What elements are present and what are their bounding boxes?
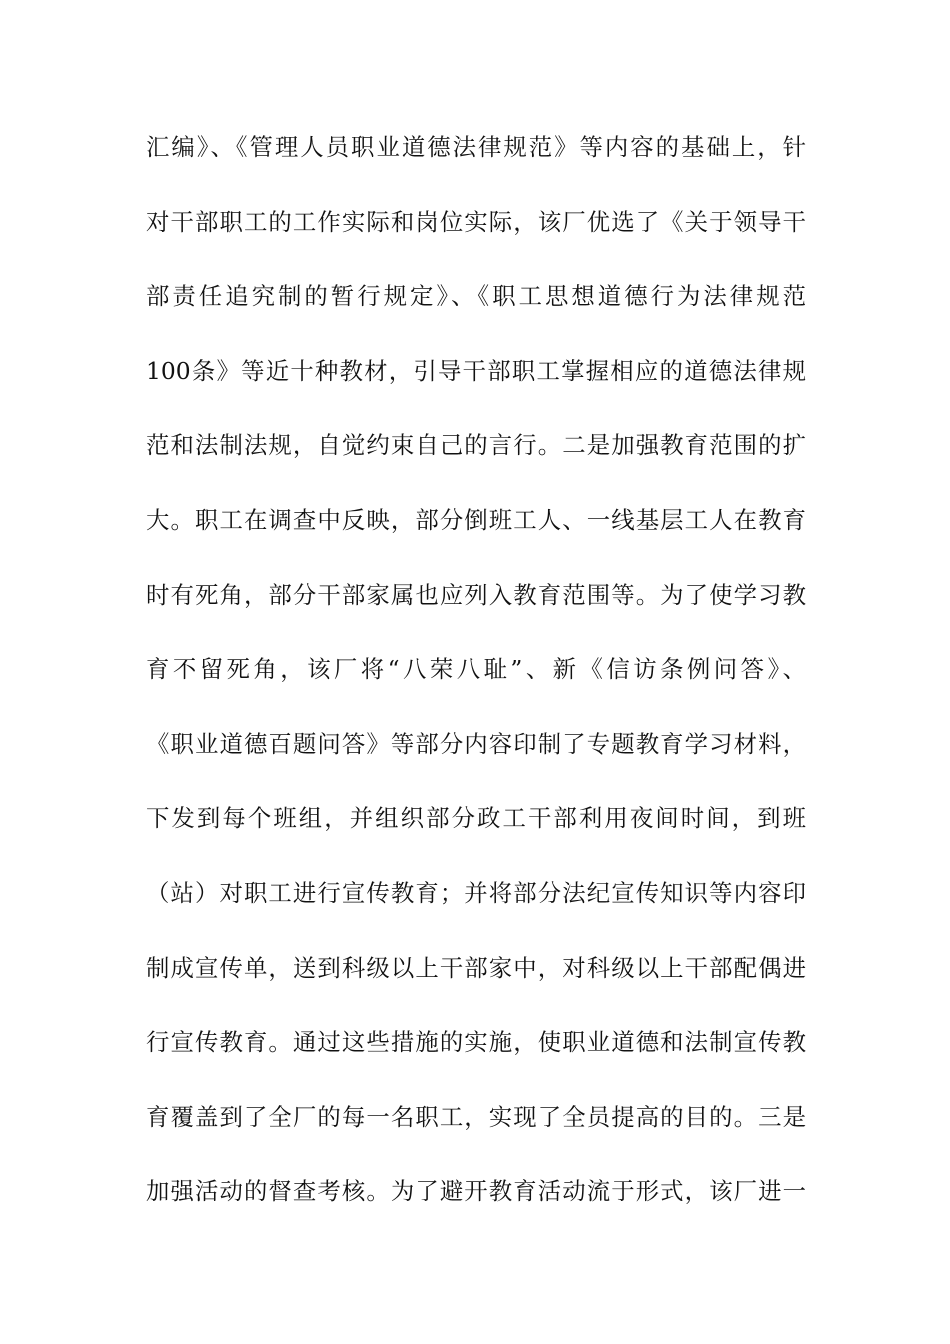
text-line: 育不留死角，该厂将“八荣八耻”、新《信访条例问答》、 <box>146 655 806 684</box>
text-line: 100条》等近十种教材，引导干部职工掌握相应的道德法律规 <box>146 356 806 385</box>
text-line: 加强活动的督查考核。为了避开教育活动流于形式，该厂进一 <box>146 1177 806 1206</box>
text-line: 《职业道德百题问答》等部分内容印制了专题教育学习材料， <box>146 729 806 758</box>
text-line: 大。职工在调查中反映，部分倒班工人、一线基层工人在教育 <box>146 505 806 534</box>
text-line: 行宣传教育。通过这些措施的实施，使职业道德和法制宣传教 <box>146 1028 806 1057</box>
text-line: （站）对职工进行宣传教育；并将部分法纪宣传知识等内容印 <box>146 878 806 907</box>
text-line: 汇编》、《管理人员职业道德法律规范》等内容的基础上，针 <box>146 133 806 161</box>
text-line: 部责任追究制的暂行规定》、《职工思想道德行为法律规范 <box>146 282 806 311</box>
text-line: 时有死角，部分干部家属也应列入教育范围等。为了使学习教 <box>146 580 806 609</box>
text-line: 范和法制法规，自觉约束自己的言行。二是加强教育范围的扩 <box>146 431 806 460</box>
text-line: 育覆盖到了全厂的每一名职工，实现了全员提高的目的。三是 <box>146 1102 806 1131</box>
text-line: 制成宣传单，送到科级以上干部家中，对科级以上干部配偶进 <box>146 953 806 982</box>
text-line: 对干部职工的工作实际和岗位实际，该厂优选了《关于领导干 <box>146 207 806 236</box>
text-line: 下发到每个班组，并组织部分政工干部利用夜间时间，到班 <box>146 804 806 833</box>
body-text <box>146 132 806 1206</box>
